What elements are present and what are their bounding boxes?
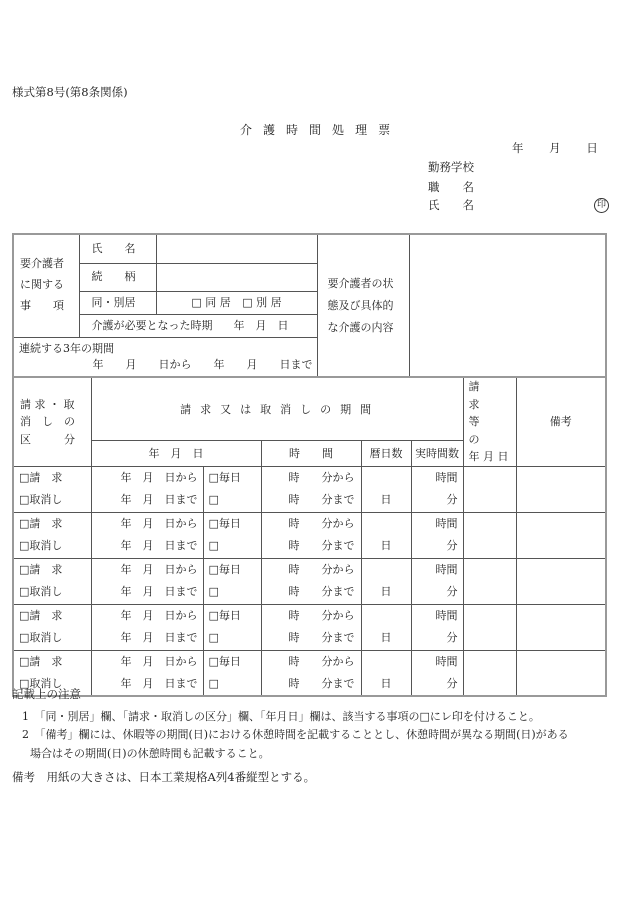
start-date-field[interactable]: 年 月 日から [120, 471, 198, 485]
request-date-field[interactable] [463, 604, 516, 650]
caregiver-info-table [12, 233, 607, 378]
date-subheader: 年 月 日 [91, 441, 261, 467]
daily-checkbox[interactable]: □毎日 [208, 654, 241, 668]
condition-label: 要介護者の状 態及び具体的 な介護の内容 [317, 234, 409, 377]
table-row [13, 512, 606, 558]
care-time-table [12, 376, 607, 697]
page-title: 介 護 時 間 処 理 票 [240, 123, 394, 137]
table-row [13, 604, 606, 650]
request-date-header: 請 求 等 の 年 月 日 [463, 377, 516, 466]
notes-title: 記載上の注意 [12, 687, 81, 701]
category-header: 請 求 ・ 取 消 し の 区 分 [13, 377, 91, 466]
hours-field[interactable]: 時間 [435, 563, 458, 577]
cancel-checkbox[interactable]: □取消し [19, 631, 63, 645]
date-line: 年 月 日 [512, 141, 598, 155]
other-checkbox[interactable]: □ [208, 676, 219, 690]
table-row [13, 650, 606, 696]
calendar-days-field[interactable]: 日 [380, 631, 392, 645]
remarks-field[interactable] [516, 558, 606, 604]
paper-size-remark: 備考 用紙の大きさは、日本工業規格A列4番縦型とする。 [12, 770, 316, 784]
end-date-field[interactable]: 年 月 日まで [120, 585, 198, 599]
request-checkbox[interactable]: □請 求 [19, 609, 63, 623]
cared-name-label: 氏 名 [79, 234, 156, 263]
request-date-field[interactable] [463, 512, 516, 558]
request-checkbox[interactable]: □請 求 [19, 517, 63, 531]
end-date-field[interactable]: 年 月 日まで [120, 676, 198, 690]
note-item-1: 1 「同・別居」欄、「請求・取消しの区分」欄、「年月日」欄は、該当する事項の□にレ印を付けること。 [22, 710, 540, 723]
table-row [13, 558, 606, 604]
end-date-field[interactable]: 年 月 日まで [120, 631, 198, 645]
relation-field[interactable] [156, 263, 317, 291]
end-time-field[interactable]: 時 分まで [288, 493, 355, 507]
request-checkbox[interactable]: □請 求 [19, 563, 63, 577]
calendar-days-field[interactable]: 日 [380, 676, 392, 690]
other-checkbox[interactable]: □ [208, 585, 219, 599]
period-header: 請 求 又 は 取 消 し の 期 間 [91, 377, 463, 441]
actual-hours-subheader: 実時間数 [411, 441, 463, 467]
daily-checkbox[interactable]: □毎日 [208, 609, 241, 623]
cancel-checkbox[interactable]: □取消し [19, 676, 63, 690]
request-date-field[interactable] [463, 650, 516, 696]
relation-label: 続 柄 [79, 263, 156, 291]
other-checkbox[interactable]: □ [208, 631, 219, 645]
cancel-checkbox[interactable]: □取消し [19, 585, 63, 599]
remarks-field[interactable] [516, 604, 606, 650]
start-time-field[interactable]: 時 分から [288, 517, 355, 531]
minutes-field[interactable]: 分 [446, 539, 458, 553]
other-checkbox[interactable]: □ [208, 493, 219, 507]
start-date-field[interactable]: 年 月 日から [120, 609, 198, 623]
request-date-field[interactable] [463, 466, 516, 512]
hours-field[interactable]: 時間 [435, 471, 458, 485]
request-date-field[interactable] [463, 558, 516, 604]
name-label: 氏 名 [428, 198, 474, 212]
start-time-field[interactable]: 時 分から [288, 609, 355, 623]
calendar-days-field[interactable]: 日 [380, 493, 392, 507]
residence-separate-checkbox[interactable]: □ 別 居 [242, 295, 282, 309]
start-time-field[interactable]: 時 分から [288, 654, 355, 668]
end-time-field[interactable]: 時 分まで [288, 539, 355, 553]
end-date-field[interactable]: 年 月 日まで [120, 493, 198, 507]
note-item-2: 2 「備考」欄には、休暇等の期間(日)における休憩時間を記載することとし、休憩時間が異なる期間(日)がある [22, 728, 569, 741]
residence-label: 同・別居 [79, 291, 156, 314]
cared-name-field[interactable] [156, 234, 317, 263]
cancel-checkbox[interactable]: □取消し [19, 539, 63, 553]
hours-field[interactable]: 時間 [435, 517, 458, 531]
note-item-2-cont: 場合はその期間(日)の休憩時間も記載すること。 [30, 747, 270, 760]
start-date-field[interactable]: 年 月 日から [120, 654, 198, 668]
period-cell: 連続する3年の期間 年 月 日から 年 月 日まで [13, 337, 317, 377]
remarks-field[interactable] [516, 466, 606, 512]
school-label: 勤務学校 [428, 160, 474, 174]
cancel-checkbox[interactable]: □取消し [19, 493, 63, 507]
residence-cohabit-checkbox[interactable]: □ 同 居 [191, 295, 231, 309]
period-field[interactable]: 年 月 日から 年 月 日まで [92, 357, 313, 371]
seal-icon: 印 [594, 198, 609, 213]
time-subheader: 時 間 [261, 441, 361, 467]
daily-checkbox[interactable]: □毎日 [208, 517, 241, 531]
start-time-field[interactable]: 時 分から [288, 471, 355, 485]
minutes-field[interactable]: 分 [446, 493, 458, 507]
remarks-field[interactable] [516, 650, 606, 696]
end-time-field[interactable]: 時 分まで [288, 676, 355, 690]
start-date-field[interactable]: 年 月 日から [120, 563, 198, 577]
minutes-field[interactable]: 分 [446, 585, 458, 599]
care-start-date-field[interactable]: 年 月 日 [233, 318, 289, 332]
daily-checkbox[interactable]: □毎日 [208, 563, 241, 577]
care-subject-group-label: 要介護者 に関する 事 項 [13, 234, 79, 337]
remarks-header: 備考 [516, 377, 606, 466]
daily-checkbox[interactable]: □毎日 [208, 471, 241, 485]
calendar-days-field[interactable]: 日 [380, 585, 392, 599]
care-start-row: 介護が必要となった時期 年 月 日 [79, 314, 317, 337]
residence-options [156, 291, 317, 314]
start-time-field[interactable]: 時 分から [288, 563, 355, 577]
request-checkbox[interactable]: □請 求 [19, 654, 63, 668]
end-time-field[interactable]: 時 分まで [288, 631, 355, 645]
other-checkbox[interactable]: □ [208, 539, 219, 553]
end-time-field[interactable]: 時 分まで [288, 585, 355, 599]
position-label: 職 名 [428, 180, 474, 194]
start-date-field[interactable]: 年 月 日から [120, 517, 198, 531]
table-row [13, 466, 606, 512]
calendar-days-field[interactable]: 日 [380, 539, 392, 553]
hours-field[interactable]: 時間 [435, 609, 458, 623]
form-number: 様式第8号(第8条関係) [12, 85, 128, 99]
hours-field[interactable]: 時間 [435, 654, 458, 668]
calendar-days-subheader: 暦日数 [361, 441, 411, 467]
minutes-field[interactable]: 分 [446, 676, 458, 690]
end-date-field[interactable]: 年 月 日まで [120, 539, 198, 553]
request-checkbox[interactable]: □請 求 [19, 471, 63, 485]
minutes-field[interactable]: 分 [446, 631, 458, 645]
remarks-field[interactable] [516, 512, 606, 558]
condition-field[interactable] [409, 234, 606, 377]
